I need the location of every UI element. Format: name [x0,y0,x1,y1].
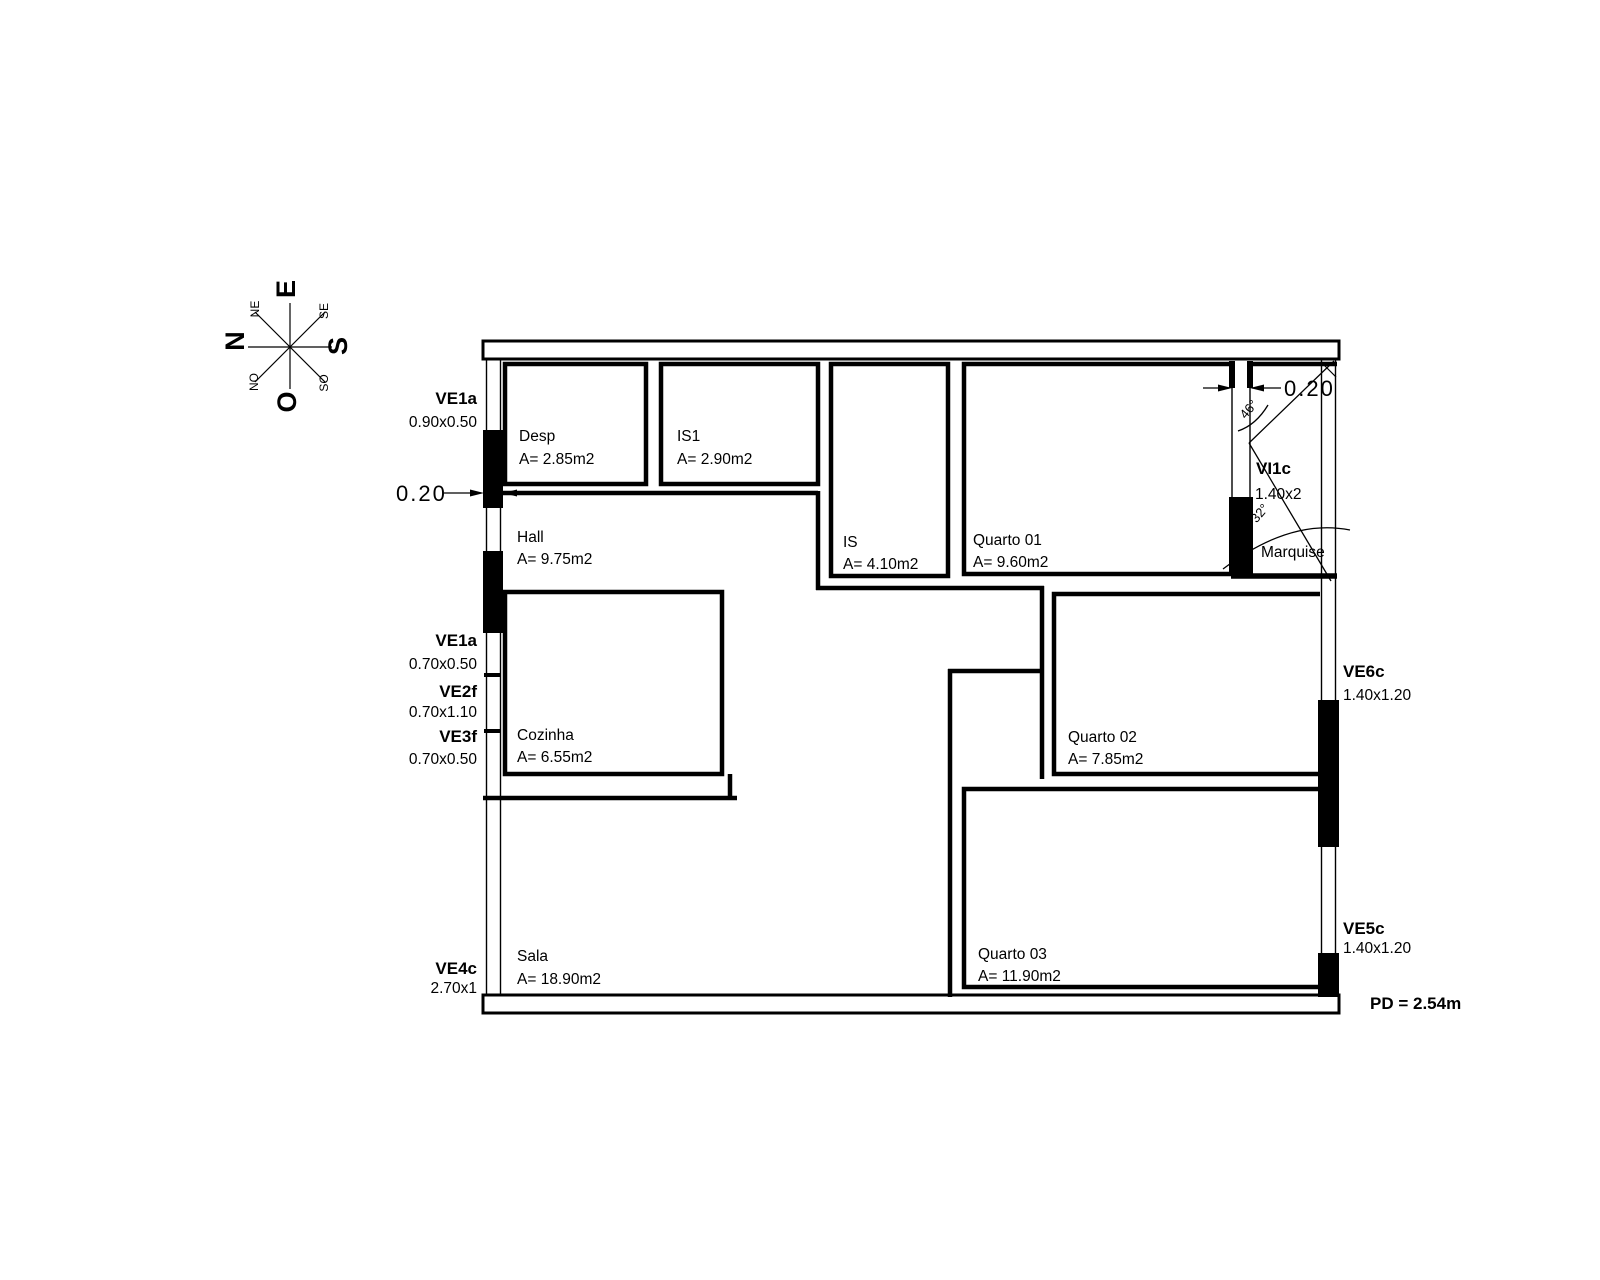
dimension-left-value: 0.20 [396,481,447,506]
wall-bottom-band [483,995,1339,1013]
angle-lower-label: 32° [1247,500,1272,526]
room-hall-name: Hall [517,529,544,546]
room-quarto01-name: Quarto 01 [973,532,1042,549]
window-ve2f-code: VE2f [439,682,477,701]
window-ve6c-code: VE6c [1343,662,1385,681]
room-hall-area: A= 9.75m2 [517,551,593,568]
room-desp-name: Desp [519,428,556,445]
ceiling-height-note: PD = 2.54m [1370,994,1462,1013]
compass-label-n: N [220,331,250,351]
room-cozinha-name: Cozinha [517,727,574,744]
window-ve3f-size: 0.70x0.50 [408,751,477,768]
room-is-name: IS [843,534,858,551]
dimension-right-value: 0.20 [1284,376,1335,401]
room-sala-area: A= 18.90m2 [517,971,602,988]
wall-right-solid-2 [1318,953,1339,997]
room-is1-name: IS1 [677,428,701,445]
room-outlines [505,364,1337,987]
room-cozinha-area: A= 6.55m2 [517,749,593,766]
compass-label-o: O [272,391,302,413]
room-quarto02-area: A= 7.85m2 [1068,751,1144,768]
room-quarto03-name: Quarto 03 [978,946,1047,963]
window-mullion-ve1a-ve2f [484,673,500,677]
compass-label-e: E [271,279,301,299]
exterior-walls [483,341,1339,1013]
room-quarto02-outline [1054,594,1320,774]
room-quarto02-name: Quarto 02 [1068,729,1137,746]
compass-label-se: SE [317,302,331,320]
room-cozinha-outline [505,592,722,774]
wall-left-solid-2 [483,551,503,633]
room-labels [517,428,1325,988]
compass-label-s: S [323,336,353,356]
room-sala-name: Sala [517,948,549,965]
dimension-left-arrow-a [470,490,484,497]
vi1c-stub-right [1247,361,1253,388]
wall-left-solid-1 [483,430,503,508]
vi1c-wall-lower-solid [1229,497,1253,576]
compass-labels [220,280,353,413]
window-ve1a-kitchen-size: 0.70x0.50 [408,656,477,673]
compass-label-ne: NE [248,300,262,318]
room-desp-area: A= 2.85m2 [519,451,595,468]
room-is1-area: A= 2.90m2 [677,451,753,468]
room-is-area: A= 4.10m2 [843,556,919,573]
room-marquise-name: Marquise [1261,544,1325,561]
vi1c-wall [1229,361,1253,576]
compass-label-so: SO [317,374,331,392]
compass-label-no: NO [247,373,261,391]
window-ve3f-code: VE3f [439,727,477,746]
window-ve5c-code: VE5c [1343,919,1385,938]
window-ve2f-size: 0.70x1.10 [408,704,477,721]
window-mullion-ve2f-ve3f [484,729,500,733]
room-quarto03-area: A= 11.90m2 [978,968,1061,985]
window-ve5c-size: 1.40x1.20 [1343,940,1412,957]
dimension-right [1203,376,1335,401]
wall-right-solid-1 [1318,700,1339,847]
wall-top-band [483,341,1339,359]
window-ve1a-top-code: VE1a [435,389,477,408]
window-vi1c-size: 1.40x2 [1255,486,1302,503]
vi1c-stub-left [1229,361,1235,388]
window-ve6c-size: 1.40x1.20 [1343,687,1412,704]
window-ve4c-size: 2.70x1 [430,980,477,997]
angle-upper-label: 46° [1236,396,1261,422]
window-ve4c-code: VE4c [435,959,477,978]
window-ve1a-top-size: 0.90x0.50 [408,414,477,431]
window-ve1a-kitchen-code: VE1a [435,631,477,650]
room-quarto01-area: A= 9.60m2 [973,554,1049,571]
window-vi1c-code: VI1c [1256,459,1291,478]
